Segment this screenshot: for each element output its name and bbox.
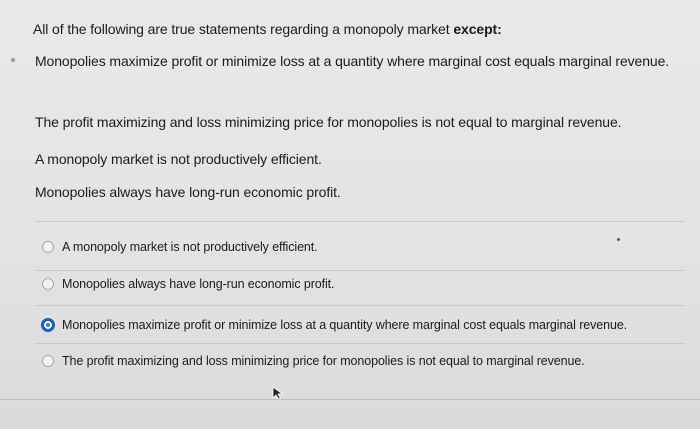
bullet-icon: [11, 58, 15, 62]
question-prompt-text: All of the following are true statements regarding a monopoly market: [33, 21, 454, 37]
answer-option-2[interactable]: [42, 272, 334, 296]
answer-option-4[interactable]: [42, 349, 585, 373]
answer-option-label: The profit maximizing and loss minimizing price for monopolies is not equal to marginal revenue.: [62, 354, 585, 368]
statement-1: Monopolies maximize profit or minimize loss at a quantity where marginal cost equals marginal revenue.: [35, 53, 670, 69]
radio-button[interactable]: [42, 278, 54, 290]
answer-option-1[interactable]: [42, 235, 318, 259]
divider: [35, 270, 685, 271]
statement-3: A monopoly market is not productively efficient.: [35, 151, 322, 167]
answer-option-label: Monopolies always have long-run economic profit.: [62, 277, 335, 291]
dot-mark: [617, 238, 620, 241]
question-prompt-emphasis: except:: [453, 21, 502, 37]
radio-button-selected[interactable]: [41, 318, 55, 332]
answer-option-3[interactable]: [42, 313, 627, 337]
answer-option-label: A monopoly market is not productively efficient.: [62, 240, 318, 254]
question-prompt: [33, 21, 502, 37]
mouse-cursor-icon: [272, 386, 286, 400]
bottom-border: [0, 399, 700, 400]
divider: [35, 305, 685, 306]
answer-option-label: Monopolies maximize profit or minimize loss at a quantity where marginal cost equals marginal revenue.: [62, 318, 628, 332]
statement-2: The profit maximizing and loss minimizing price for monopolies is not equal to marginal revenue.: [35, 114, 622, 130]
radio-button[interactable]: [42, 355, 54, 367]
radio-button[interactable]: [42, 241, 54, 253]
divider: [35, 343, 685, 344]
statement-4: Monopolies always have long-run economic profit.: [35, 184, 341, 200]
divider: [35, 221, 685, 222]
